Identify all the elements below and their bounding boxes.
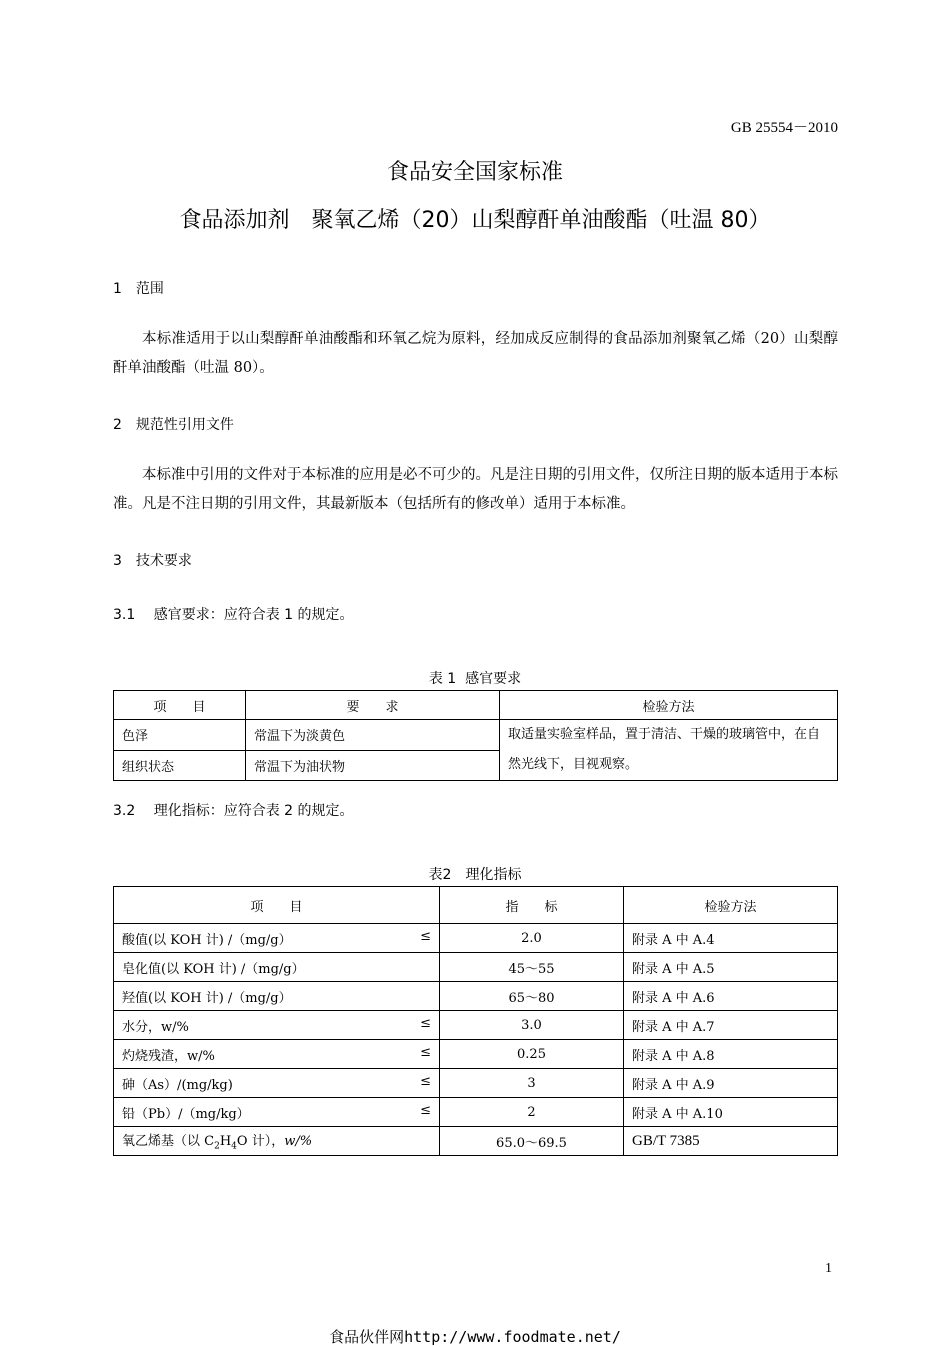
section-1-text: 本标准适用于以山梨醇酐单油酸酯和环氧乙烷为原料，经加成反应制得的食品添加剂聚氧乙烯（20）山梨醇酐单油酸酯（吐温 80）。 [113,331,838,376]
row-item: 组织状态 [114,750,246,781]
row-item: 色泽 [114,720,246,751]
row-value: 3 [440,1069,624,1098]
footer-watermark: 食品伙伴网http://www.foodmate.net/ [329,1328,621,1346]
row-method: 附录 A 中 A.10 [624,1098,838,1127]
section-3-heading: 3 技术要求 [113,553,192,569]
table-row [114,1098,838,1127]
row-item [114,1069,440,1098]
row-method: 附录 A 中 A.9 [624,1069,838,1098]
section-1-heading: 1 范围 [113,281,164,297]
table-1-sensory [113,690,838,781]
column-header-method: 检验方法 [624,887,838,924]
row-value: 2.0 [440,924,624,953]
section-3-2-heading: 3.2 理化指标：应符合表 2 的规定。 [113,803,354,819]
leq-symbol: ≤ [420,1044,431,1060]
page-number: 1 [825,1261,832,1276]
column-header-value: 指 标 [440,887,624,924]
table-row [114,1069,838,1098]
leq-symbol: ≤ [420,928,431,944]
table-header-row [114,887,838,924]
row-value: 45～55 [440,953,624,982]
row-item [114,1127,440,1156]
row-item-label: 皂化值(以 KOH 计) /（mg/g） [122,961,305,977]
row-method: GB/T 7385 [624,1127,838,1156]
row-item-label: 氧乙烯基（以 $C_2H_4O$ 计），w/% [122,1134,313,1152]
row-method: 附录 A 中 A.4 [624,924,838,953]
column-header-requirement: 要 求 [246,691,500,720]
row-item [114,924,440,953]
column-header-method: 检验方法 [500,691,838,720]
row-item [114,1011,440,1040]
row-item [114,1040,440,1069]
section-2-heading: 2 规范性引用文件 [113,417,234,433]
row-method: 附录 A 中 A.6 [624,982,838,1011]
row-value: 3.0 [440,1011,624,1040]
row-item-label: 羟值(以 KOH 计) /（mg/g） [122,990,292,1006]
document-subtitle: 食品添加剂 聚氧乙烯（20）山梨醇酐单油酸酯（吐温 80） [179,208,771,233]
row-item-label: 酸值(以 KOH 计) /（mg/g） [122,932,292,948]
row-value: 2 [440,1098,624,1127]
standard-number: GB 25554－2010 [730,120,838,136]
row-item [114,982,440,1011]
table-2-physicochemical [113,886,838,1156]
row-value: 0.25 [440,1040,624,1069]
leq-symbol: ≤ [420,1073,431,1089]
row-method: 附录 A 中 A.5 [624,953,838,982]
row-method: 附录 A 中 A.8 [624,1040,838,1069]
section-2-text: 本标准中引用的文件对于本标准的应用是必不可少的。凡是注日期的引用文件，仅所注日期的版本适用于本标准。凡是不注日期的引用文件，其最新版本（包括所有的修改单）适用于本标准。 [113,467,838,512]
row-requirement: 常温下为淡黄色 [246,720,500,751]
table-row [114,1011,838,1040]
table-row [114,953,838,982]
table-row [114,1040,838,1069]
row-method: 附录 A 中 A.7 [624,1011,838,1040]
leq-symbol: ≤ [420,1102,431,1118]
row-method: 取适量实验室样品，置于清洁、干燥的玻璃管中，在自然光线下，目视观察。 [500,720,838,781]
row-requirement: 常温下为油状物 [246,750,500,781]
table-2-caption: 表2 理化指标 [428,867,522,883]
document-title: 食品安全国家标准 [386,160,563,185]
row-item-label: 水分，w/% [122,1019,189,1035]
table-row [114,982,838,1011]
row-item-label: 砷（As）/(mg/kg) [122,1077,233,1093]
table-row [114,720,838,751]
row-value: 65～80 [440,982,624,1011]
column-header-item: 项 目 [114,887,440,924]
column-header-item: 项 目 [114,691,246,720]
row-item [114,1098,440,1127]
row-value: 65.0～69.5 [440,1127,624,1156]
row-item-label: 灼烧残渣，w/% [122,1048,215,1064]
table-row [114,1127,838,1156]
row-item-label: 铅（Pb）/（mg/kg） [122,1106,250,1122]
leq-symbol: ≤ [420,1015,431,1031]
row-item [114,953,440,982]
table-header-row [114,691,838,720]
table-row [114,924,838,953]
section-3-1-heading: 3.1 感官要求：应符合表 1 的规定。 [113,607,354,623]
table-1-caption: 表 1 感官要求 [428,671,522,687]
